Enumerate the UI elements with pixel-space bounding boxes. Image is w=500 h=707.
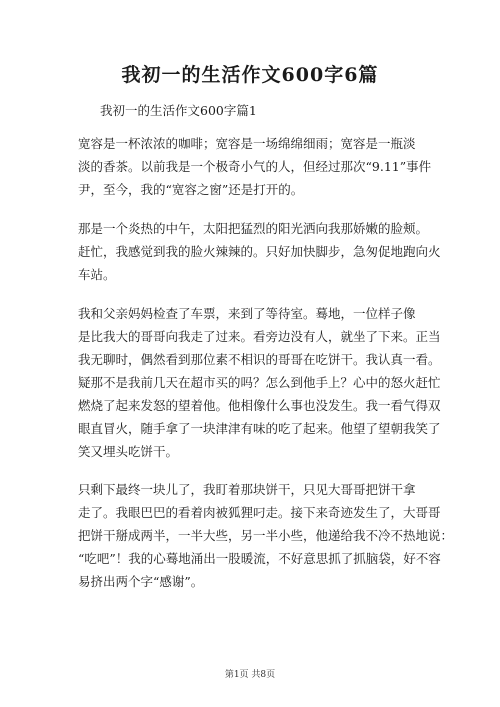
paragraph-line: 车站。 bbox=[78, 267, 116, 282]
paragraph-line: 宽容是一杯浓浓的咖啡；宽容是一场绵绵细雨；宽容是一瓶淡 bbox=[78, 136, 416, 151]
paragraph-line: 笑又埋头吃饼干。 bbox=[78, 444, 179, 459]
paragraph-line: 只剩下最终一块儿了，我盯着那块饼干，只见大哥哥把饼干拿 bbox=[78, 482, 416, 497]
paragraph-line: 走了。我眼巴巴的看着肉被狐狸叼走。接下来奇迹发生了，大哥哥 bbox=[78, 505, 441, 520]
paragraph-line: 赶忙，我感觉到我的脸火辣辣的。只好加快脚步，急匆促地跑向火 bbox=[78, 244, 441, 259]
paragraph-line: “吃吧”！我的心蓦地涌出一股暖流，不好意思抓了抓脑袋，好不容 bbox=[78, 551, 441, 566]
paragraph-line: 我无聊时，偶然看到那位素不相识的哥哥在吃饼干。我认真一看。 bbox=[78, 352, 441, 367]
paragraph-line: 易挤出两个字“感谢”。 bbox=[78, 574, 204, 589]
page-footer: 第1页 共8页 bbox=[224, 670, 276, 680]
paragraph-line: 把饼干掰成两半，一半大些，另一半小些，他递给我不冷不热地说： bbox=[78, 528, 454, 543]
paragraph-line: 疑那不是我前几天在超市买的吗？怎么到他手上？心中的怒火赶忙 bbox=[78, 375, 441, 390]
paragraph-line: 我和父亲妈妈检查了车票，来到了等待室。蓦地，一位样子像 bbox=[78, 306, 416, 321]
paragraph bbox=[78, 478, 454, 593]
paragraph bbox=[78, 217, 441, 286]
paragraph-line: 淡的香茶。以前我是一个极奇小气的人，但经过那次“9.11”事件 bbox=[78, 159, 432, 174]
paragraph bbox=[78, 132, 438, 201]
page-title: 我初一的生活作文600字6篇 bbox=[121, 64, 379, 86]
paragraph-line: 那是一个炎热的中午，太阳把猛烈的阳光洒向我那娇嫩的脸颊。 bbox=[78, 221, 429, 236]
paragraph-line: 眼直冒火，随手拿了一块津津有味的吃了起来。他望了望朝我笑了 bbox=[78, 421, 441, 436]
section-subtitle: 我初一的生活作文600字篇1 bbox=[100, 103, 257, 118]
paragraph-line: 燃烧了起来发怒的望着他。他相像什么事也没发生。我一看气得双 bbox=[78, 398, 441, 413]
paragraph-line: 尹，至今，我的“宽容之窗”还是打开的。 bbox=[78, 182, 304, 197]
paragraph-line: 是比我大的哥哥向我走了过来。看旁边没有人，就坐了下来。正当 bbox=[78, 329, 441, 344]
paragraph bbox=[78, 302, 441, 463]
